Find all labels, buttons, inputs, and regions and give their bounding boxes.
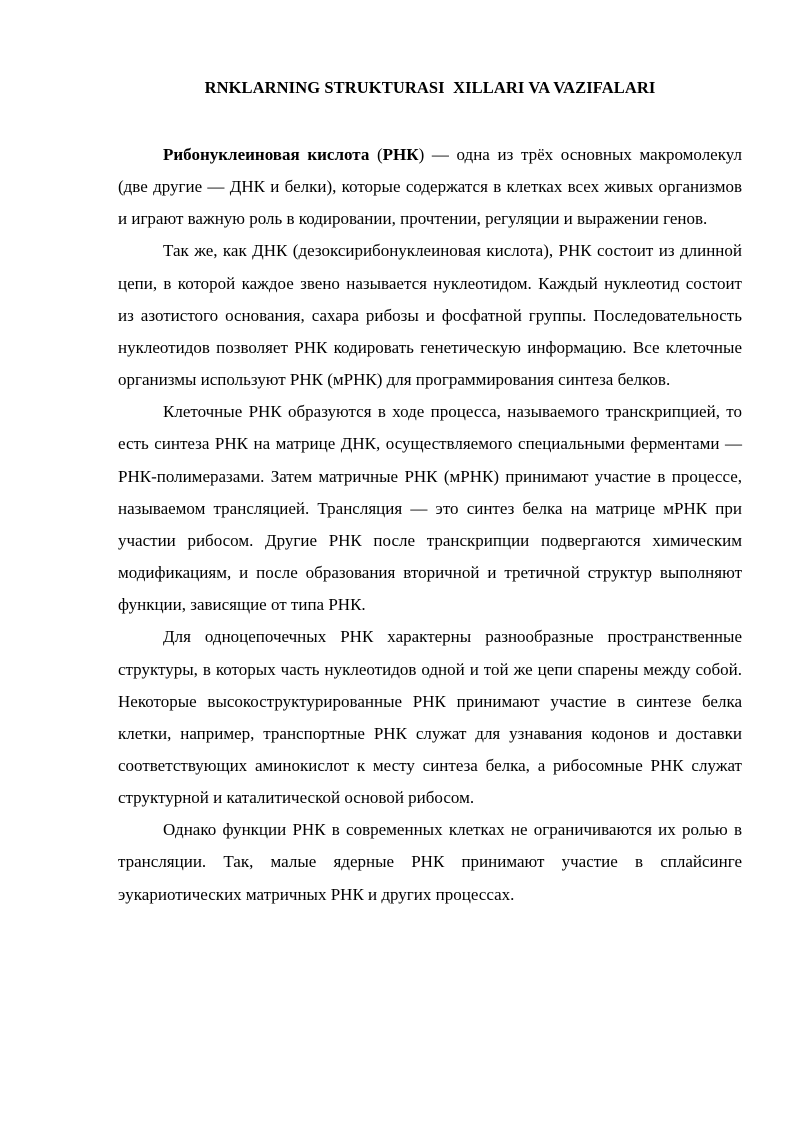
paragraph-3: Клеточные РНК образуются в ходе процесса, называемого транскрипцией, то есть синтеза РНК на матрице ДНК, осуществляемого специальными ферментами — РНК-полимеразами. Затем матричные РНК (мРНК) принимают участие в процессе, называемом трансляцией. Трансляция — это синтез белка на матрице мРНК при участии рибосом. Другие РНК после транскрипции подвергаются химическим модификациям, и после образования вторичной и третичной структур выполняют функции, зависящие от типа РНК.	[118, 402, 742, 615]
document-title: RNKLARNING STRUKTURASI XILLARI VA VAZIFALARI	[204, 78, 656, 97]
paragraph-4: Для одноцепочечных РНК характерны разнообразные пространственные структуры, в которых часть нуклеотидов одной и той же цепи спарены между собой. Некоторые высокоструктурированные РНК принимают участие в синтезе белка клетки, например, транспортные РНК служат для узнавания кодонов и доставки соответствующих аминокислот к месту синтеза белка, а рибосомные РНК служат структурной и каталитической основой рибосом.	[118, 627, 742, 808]
abbr-open: (	[369, 145, 383, 164]
document-body	[118, 139, 742, 911]
paragraph-1-text: — одна из трёх основных макромолекул (две другие — ДНК и белки), которые содержатся в клетках всех живых организмов и играют важную роль в кодировании, прочтении, регуляции и выражении генов.	[118, 145, 742, 229]
paragraph-5: Однако функции РНК в современных клетках не ограничиваются их ролью в трансляции. Так, малые ядерные РНК принимают участие в сплайсинге эукариотических матричных РНК и других процессах.	[118, 820, 742, 904]
term-rna-abbr: РНК	[382, 145, 419, 164]
paragraph-1	[118, 139, 742, 235]
paragraph-2: Так же, как ДНК (дезоксирибонуклеиновая кислота), РНК состоит из длинной цепи, в которой каждое звено называется нуклеотидом. Каждый нуклеотид состоит из азотистого основания, сахара рибозы и фосфатной группы. Последовательность нуклеотидов позволяет РНК кодировать генетическую информацию. Все клеточные организмы используют РНК (мРНК) для программирования синтеза белков.	[118, 241, 742, 390]
abbr-close: )	[418, 145, 425, 164]
term-rna: Рибонуклеиновая кислота	[163, 145, 370, 164]
